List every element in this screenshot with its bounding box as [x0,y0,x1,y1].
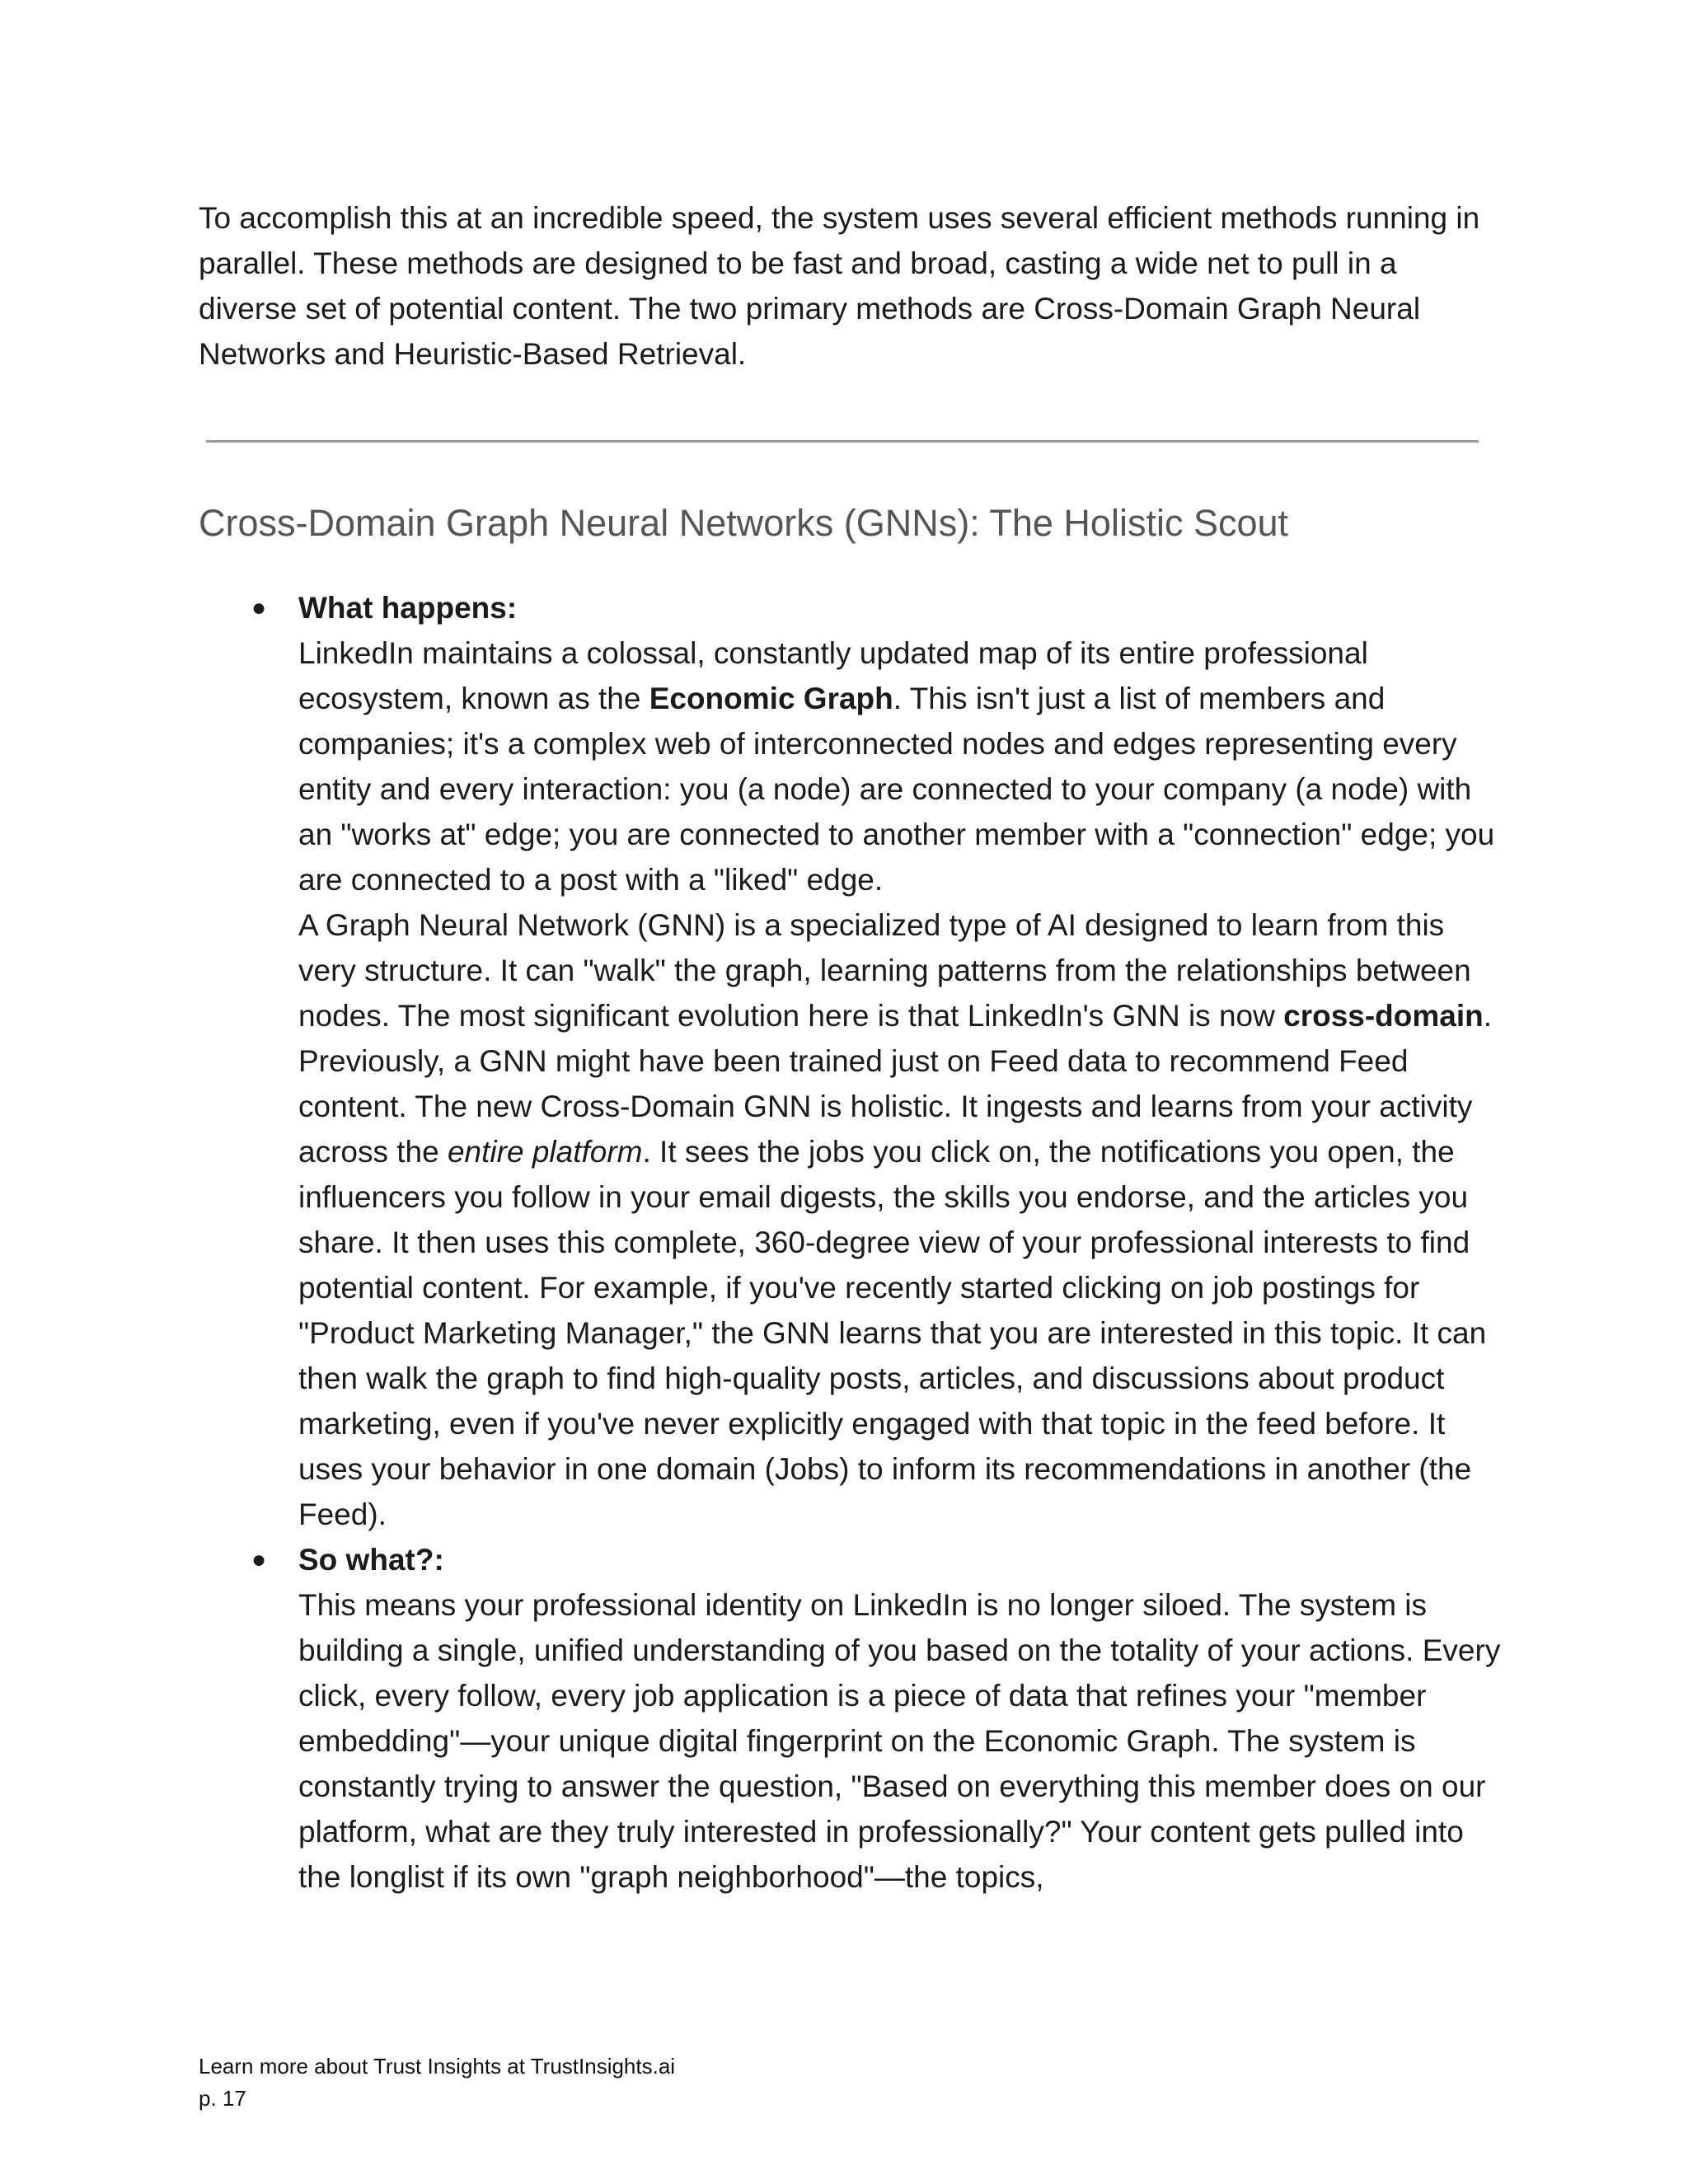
text-run: . This isn't just a list of members and companies; it's a complex web of interconnected nodes and edges representing every entity and every interaction: you (a node) are connected to your company (a node) with an "works at" edge; you are connected to another member with a "connection" edge; you are connected to a post with a "liked" edge. [298,682,1495,897]
intro-paragraph: To accomplish this at an incredible speed, the system uses several efficient methods running in parallel. These methods are designed to be fast and broad, casting a wide net to pull in a diverse set of potential content. The two primary methods are Cross-Domain Graph Neural Networks and Heuristic-Based Retrieval. [199,201,1480,371]
text-run: . [1483,999,1493,1033]
bullet-dot-icon: ● [251,1546,267,1573]
bullet-list [199,585,1501,1900]
text-run: A Graph Neural Network (GNN) is a specialized type of AI designed to learn from this very structure. It can "walk" the graph, learning patterns from the relationships between nodes. The most significant evolution here is that LinkedIn's GNN is now [298,908,1471,1033]
italic-entire-platform: entire platform [447,1135,643,1169]
page-number: p. 17 [199,2086,246,2111]
text-run: Previously, a GNN might have been trained just on Feed data to recommend Feed content. The new Cross-Domain GNN is holistic. It ingests and learns from your activity across the [298,1044,1473,1169]
bold-cross-domain: cross-domain [1283,999,1484,1033]
bullet-title-what-happens: What happens: [298,591,518,625]
paragraph-so-what: This means your professional identity on LinkedIn is no longer siloed. The system is building a single, unified understanding of you based on the totality of your actions. Every click, every follow, every job application is a piece of data that refines your "member embedding"—your unique digital fingerprint on the Economic Graph. The system is constantly trying to answer the question, "Based on everything this member does on our platform, what are they truly interested in professionally?" Your content gets pulled into the longlist if its own "graph neighborhood"—the topics, [298,1588,1501,1894]
text-run: LinkedIn maintains a colossal, constantly updated map of its entire professional ecosystem, known as the [298,636,1368,715]
footer-learn-more: Learn more about Trust Insights at TrustInsights.ai [199,2054,676,2079]
horizontal-divider [206,440,1479,443]
text-run: . It sees the jobs you click on, the notifications you open, the influencers you follow in your email digests, the skills you endorse, and the articles you share. It then uses this complete, 360-degree view of your professional interests to find potential content. For example, if you've recently started clicking on job postings for "Product Marketing Manager," the GNN learns that you are interested in this topic. It can then walk the graph to find high-quality posts, articles, and discussions about product marketing, even if you've never explicitly engaged with that topic in the feed before. It uses your behavior in one domain (Jobs) to inform its recommendations in another (the Feed). [298,1135,1487,1531]
bullet-what-happens [199,585,1501,1537]
paragraph-gnn-definition [298,902,1501,1038]
bold-economic-graph: Economic Graph [649,682,893,715]
bullet-dot-icon: ● [251,594,267,621]
bullet-so-what [199,1537,1501,1900]
page-footer [199,2050,675,2115]
paragraph-economic-graph [298,630,1501,902]
paragraph-cross-domain-gnn [298,1038,1501,1537]
bullet-title-so-what: So what?: [298,1543,444,1577]
section-heading: Cross-Domain Graph Neural Networks (GNNs): The Holistic Scout [199,502,1289,544]
